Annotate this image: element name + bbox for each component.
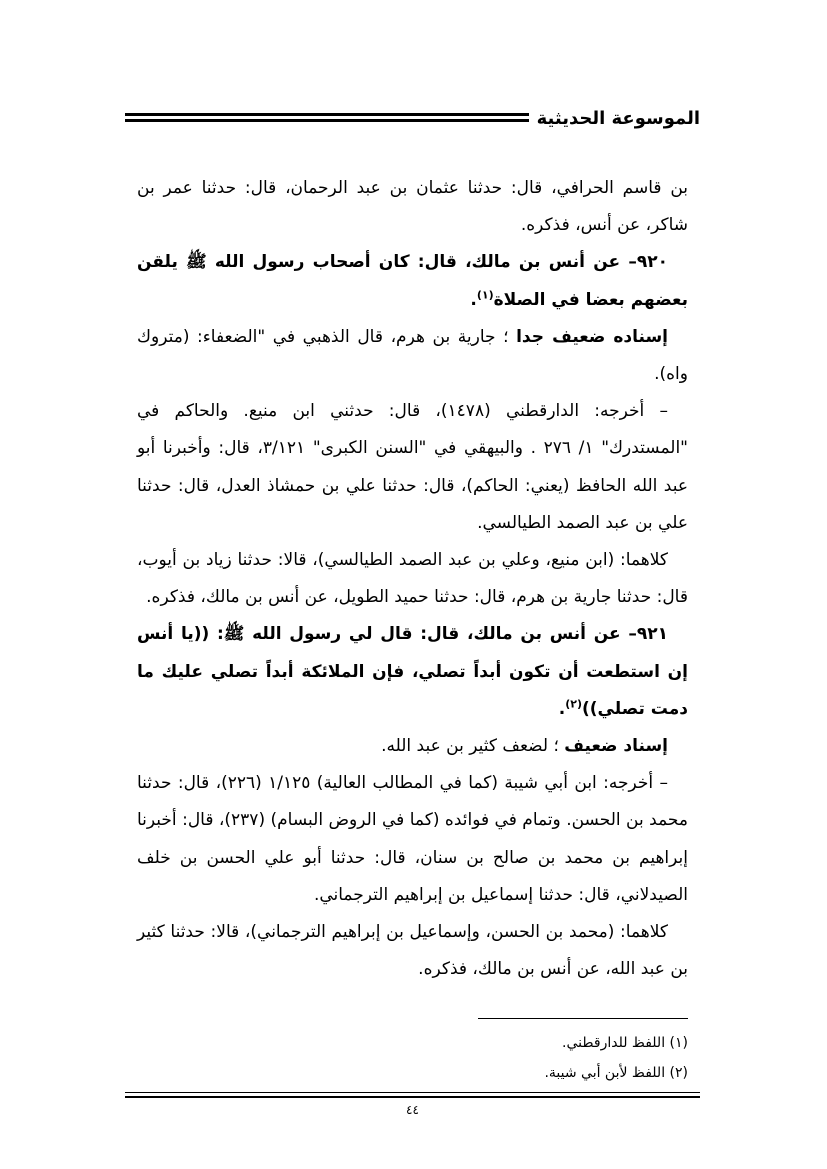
running-header [125,100,700,140]
takhrij-921: – أخرجه: ابن أبي شيبة (كما في المطالب العالية) ١/١٢٥ (٢٢٦)، قال: حدثنا محمد بن الحسن. وتمام في فوائده (كما في الروض البسام) (٢٣٧)، قال: أخبرنا إبراهيم بن محمد بن صالح بن سنان، قال: حدثنا أبو علي الحسن بن خلف الصيدلاني، قال: حدثنا إسماعيل بن إبراهيم الترجماني. [137,773,688,905]
body-text [137,170,688,988]
footnote-ref-1: (١) [476,287,494,301]
footer-rule-thin [125,1092,700,1093]
page-number: ٤٤ [406,1103,419,1117]
chain-920: كلاهما: (ابن منيع، وعلي بن عبد الصمد الطيالسي)، قالا: حدثنا زياد بن أيوب، قال: حدثنا جارية بن هرم، قال: حدثنا حميد الطويل، عن أنس بن مالك، فذكره. [137,550,688,608]
footnote-1-number: (١) [669,1035,688,1051]
footer-rule-thick [125,1096,700,1098]
footnote-2-number: (٢) [669,1065,688,1081]
takhrij-920: – أخرجه: الدارقطني (١٤٧٨)، قال: حدثني ابن منيع. والحاكم في "المستدرك" ١/ ٢٧٦ . والبيهقي في "السنن الكبرى" ٣/١٢١، قال: وأخبرنا أبو عبد الله الحافظ (يعني: الحاكم)، قال: حدثنا علي بن حمشاذ العدل، قال: حدثنا علي بن عبد الصمد الطيالسي. [137,401,689,533]
header-title: الموسوعة الحديثية [529,108,700,130]
paragraph-continuation: بن قاسم الحرافي، قال: حدثنا عثمان بن عبد الرحمان، قال: حدثنا عمر بن شاكر، عن أنس، فذكره. [137,178,688,236]
footnote-1-text: اللفظ للدارقطني. [562,1035,666,1051]
chain-921: كلاهما: (محمد بن الحسن، وإسماعيل بن إبراهيم الترجماني)، قالا: حدثنا كثير بن عبد الله، عن أنس بن مالك، فذكره. [137,922,688,980]
hadith-920-end: . [470,289,477,310]
isnad-920-grade: إسناده ضعيف جدا [516,326,668,347]
hadith-921-end: . [558,698,566,719]
isnad-921 [137,728,688,765]
hadith-921-text: ٩٢١– عن أنس بن مالك، قال: قال لي رسول الله ﷺ: ((يا أنس إن استطعت أن تكون أبداً تصلي، فإن الملائكة أبداً تصلي عليك ما دمت تصلي)) [137,624,688,719]
isnad-921-rest: ؛ لضعف كثير بن عبد الله. [381,736,565,757]
hadith-921 [137,616,688,728]
footnote-2-text: اللفظ لأبن أبي شيبة. [544,1065,666,1081]
footnote-separator [478,1018,688,1019]
hadith-920 [137,244,688,318]
document-page [125,100,700,1140]
footnotes [137,1028,688,1088]
isnad-921-grade: إسناد ضعيف [564,736,668,757]
footnote-ref-2: (٢) [565,697,583,711]
isnad-920-rest: ؛ جارية بن هرم، قال الذهبي في "الضعفاء: (متروك واه). [137,326,688,385]
footnote-2 [137,1058,688,1088]
hadith-920-text: ٩٢٠– عن أنس بن مالك، قال: كان أصحاب رسول الله ﷺ يلقن بعضهم بعضا في الصلاة [137,252,688,310]
footnote-1 [137,1028,688,1058]
isnad-920 [137,319,688,393]
